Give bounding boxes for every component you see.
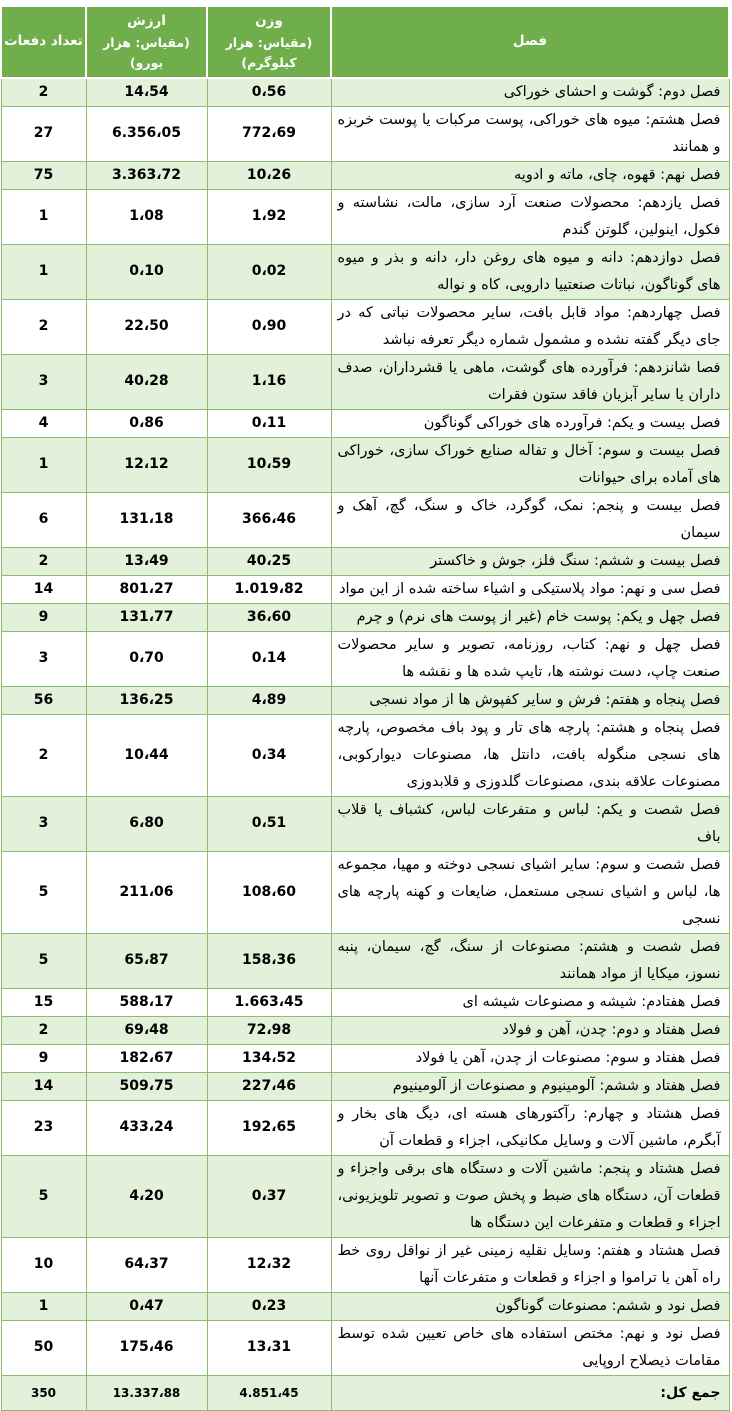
total-label: جمع کل:	[331, 1375, 729, 1410]
chapter-cell: فصل نود و ششم: مصنوعات گوناگون	[331, 1292, 729, 1320]
weight-cell: 192،65	[207, 1100, 331, 1155]
value-cell: 182،67	[86, 1044, 207, 1072]
count-cell: 14	[1, 1072, 86, 1100]
value-cell: 509،75	[86, 1072, 207, 1100]
chapter-cell: فصل بیست و سوم: آخال و تفاله صنایع خوراک سازی، خوراکی های آماده برای حیوانات	[331, 437, 729, 492]
count-cell: 2	[1, 547, 86, 575]
table-row	[1, 575, 729, 603]
value-cell: 6،80	[86, 796, 207, 851]
value-cell: 131،77	[86, 603, 207, 631]
weight-cell: 10،59	[207, 437, 331, 492]
table-row	[1, 796, 729, 851]
value-cell: 433،24	[86, 1100, 207, 1155]
chapter-cell: فصل بیست و پنجم: نمک، گوگرد، خاک و سنگ، گچ، آهک و سیمان	[331, 492, 729, 547]
count-cell: 3	[1, 796, 86, 851]
trade-table	[0, 5, 730, 1411]
column-header-weight-label: وزن	[255, 13, 283, 29]
chapter-cell: فصل پنجاه و هشتم: پارچه های تار و پود باف مخصوص، پارچه های نسجی منگوله بافت، دانتل ها، مصنوعات دیوارکوبی، مصنوعات علاقه بندی، مصنوعات گلدوزی و قلابدوزی	[331, 714, 729, 796]
chapter-cell: فصل هشتاد و چهارم: رآکتورهای هسته ای، دیگ های بخار و آبگرم، ماشین آلات و وسایل مکانیکی، اجزاء و قطعات آن	[331, 1100, 729, 1155]
value-cell: 3.363،72	[86, 161, 207, 189]
value-cell: 12،12	[86, 437, 207, 492]
column-header-chapter	[331, 6, 729, 78]
value-cell: 65،87	[86, 933, 207, 988]
value-cell: 22،50	[86, 299, 207, 354]
count-cell: 4	[1, 409, 86, 437]
column-header-value	[86, 6, 207, 78]
table-row	[1, 1320, 729, 1375]
chapter-cell: فصل چهل و نهم: کتاب، روزنامه، تصویر و سایر محصولات صنعت چاپ، دست نوشته ها، تایپ شده ها و نقشه ها	[331, 631, 729, 686]
table-row	[1, 686, 729, 714]
weight-cell: 0،34	[207, 714, 331, 796]
count-cell: 1	[1, 437, 86, 492]
count-cell: 6	[1, 492, 86, 547]
chapter-cell: فصل هفتاد و ششم: آلومینیوم و مصنوعات از آلومینیوم	[331, 1072, 729, 1100]
weight-cell: 4،89	[207, 686, 331, 714]
total-count-cell: 350	[1, 1375, 86, 1410]
count-cell: 1	[1, 189, 86, 244]
count-cell: 9	[1, 603, 86, 631]
weight-cell: 72،98	[207, 1016, 331, 1044]
column-header-weight-sublabel: (مقیاس: هزار کیلوگرم)	[225, 34, 313, 70]
weight-cell: 772،69	[207, 106, 331, 161]
value-cell: 588،17	[86, 988, 207, 1016]
chapter-cell: فصا شانزدهم: فرآورده های گوشت، ماهی یا قشرداران، صدف داران یا سایر آبزیان فاقد ستون فقرات	[331, 354, 729, 409]
value-cell: 211،06	[86, 851, 207, 933]
table-row	[1, 354, 729, 409]
chapter-cell: فصل هشتاد و هفتم: وسایل نقلیه زمینی غیر از نواقل روی خط راه آهن یا تراموا و اجزاء و قطعات و متفرعات آنها	[331, 1237, 729, 1292]
chapter-cell: فصل شصت و یکم: لباس و متفرعات لباس، کشباف یا قلاب باف	[331, 796, 729, 851]
count-cell: 2	[1, 1016, 86, 1044]
value-cell: 0،70	[86, 631, 207, 686]
chapter-cell: فصل پنجاه و هفتم: فرش و سایر کفپوش ها از مواد نسجی	[331, 686, 729, 714]
weight-cell: 134،52	[207, 1044, 331, 1072]
count-cell: 2	[1, 714, 86, 796]
count-cell: 75	[1, 161, 86, 189]
chapter-cell: فصل دوم: گوشت و احشای خوراکی	[331, 78, 729, 107]
column-header-count-label: تعداد دفعات	[4, 33, 83, 49]
total-value-cell: 13.337،88	[86, 1375, 207, 1410]
table-body	[1, 78, 729, 1376]
chapter-cell: فصل هشتم: میوه های خوراکی، پوست مرکبات یا پوست خربزه و همانند	[331, 106, 729, 161]
chapter-cell: فصل نود و نهم: مختص استفاده های خاص تعیین شده توسط مقامات ذیصلاح اروپایی	[331, 1320, 729, 1375]
weight-cell: 366،46	[207, 492, 331, 547]
count-cell: 9	[1, 1044, 86, 1072]
weight-cell: 0،23	[207, 1292, 331, 1320]
weight-cell: 0،90	[207, 299, 331, 354]
count-cell: 27	[1, 106, 86, 161]
value-cell: 131،18	[86, 492, 207, 547]
column-header-value-sublabel: (مقیاس: هزار یورو)	[103, 34, 190, 70]
value-cell: 69،48	[86, 1016, 207, 1044]
value-cell: 10،44	[86, 714, 207, 796]
column-header-count	[1, 6, 86, 78]
table-row	[1, 547, 729, 575]
table-row	[1, 603, 729, 631]
count-cell: 15	[1, 988, 86, 1016]
chapter-cell: فصل نهم: قهوه، چای، ماته و ادویه	[331, 161, 729, 189]
chapter-cell: فصل چهل و یکم: پوست خام (غیر از پوست های نرم) و چرم	[331, 603, 729, 631]
count-cell: 56	[1, 686, 86, 714]
weight-cell: 1،16	[207, 354, 331, 409]
weight-cell: 227،46	[207, 1072, 331, 1100]
count-cell: 3	[1, 631, 86, 686]
value-cell: 136،25	[86, 686, 207, 714]
chapter-cell: فصل هشتاد و پنجم: ماشین آلات و دستگاه های برقی واجزاء و قطعات آن، دستگاه های ضبط و پخش صوت و تصویر تلویزیونی، اجزاء و قطعات و متفرعات این دستگاه ها	[331, 1155, 729, 1237]
table-row	[1, 631, 729, 686]
value-cell: 13،49	[86, 547, 207, 575]
column-header-chapter-label: فصل	[512, 33, 548, 49]
count-cell: 2	[1, 78, 86, 107]
chapter-cell: فصل شصت و هشتم: مصنوعات از سنگ، گچ، سیمان، پنبه نسوز، میکایا از مواد همانند	[331, 933, 729, 988]
total-row	[1, 1375, 729, 1410]
table-row	[1, 437, 729, 492]
table-row	[1, 933, 729, 988]
chapter-cell: فصل هفتادم: شیشه و مصنوعات شیشه ای	[331, 988, 729, 1016]
weight-cell: 0،02	[207, 244, 331, 299]
value-cell: 1،08	[86, 189, 207, 244]
weight-cell: 108،60	[207, 851, 331, 933]
chapter-cell: فصل هفتاد و سوم: مصنوعات از چدن، آهن یا فولاد	[331, 1044, 729, 1072]
table-row	[1, 1016, 729, 1044]
table-row	[1, 988, 729, 1016]
table-row	[1, 299, 729, 354]
chapter-cell: فصل سی و نهم: مواد پلاستیکی و اشیاء ساخته شده از این مواد	[331, 575, 729, 603]
table-row	[1, 244, 729, 299]
total-weight-cell: 4.851،45	[207, 1375, 331, 1410]
weight-cell: 12،32	[207, 1237, 331, 1292]
table-row	[1, 1044, 729, 1072]
table-row	[1, 1072, 729, 1100]
weight-cell: 13،31	[207, 1320, 331, 1375]
weight-cell: 158،36	[207, 933, 331, 988]
value-cell: 175،46	[86, 1320, 207, 1375]
weight-cell: 0،11	[207, 409, 331, 437]
weight-cell: 0،56	[207, 78, 331, 107]
header-row	[1, 6, 729, 78]
value-cell: 14،54	[86, 78, 207, 107]
table-row	[1, 714, 729, 796]
count-cell: 5	[1, 1155, 86, 1237]
column-header-value-label: ارزش	[127, 13, 166, 29]
column-header-weight	[207, 6, 331, 78]
weight-cell: 1.019،82	[207, 575, 331, 603]
weight-cell: 0،51	[207, 796, 331, 851]
weight-cell: 1.663،45	[207, 988, 331, 1016]
count-cell: 14	[1, 575, 86, 603]
value-cell: 6.356،05	[86, 106, 207, 161]
value-cell: 0،86	[86, 409, 207, 437]
table-row	[1, 189, 729, 244]
count-cell: 23	[1, 1100, 86, 1155]
table-row	[1, 161, 729, 189]
chapter-cell: فصل چهاردهم: مواد قابل بافت، سایر محصولات نباتی که در جای دیگر گفته نشده و مشمول شماره دیگر تعرفه نباشد	[331, 299, 729, 354]
value-cell: 64،37	[86, 1237, 207, 1292]
value-cell: 4،20	[86, 1155, 207, 1237]
chapter-cell: فصل شصت و سوم: سایر اشیای نسجی دوخته و مهیا، مجموعه ها، لباس و اشیای نسجی مستعمل، ضایعات و کهنه پارچه های نسجی	[331, 851, 729, 933]
count-cell: 2	[1, 299, 86, 354]
value-cell: 0،47	[86, 1292, 207, 1320]
table-row	[1, 1155, 729, 1237]
count-cell: 5	[1, 933, 86, 988]
table-row	[1, 409, 729, 437]
table-row	[1, 1292, 729, 1320]
value-cell: 801،27	[86, 575, 207, 603]
count-cell: 5	[1, 851, 86, 933]
count-cell: 1	[1, 244, 86, 299]
weight-cell: 36،60	[207, 603, 331, 631]
table-row	[1, 78, 729, 107]
chapter-cell: فصل دوازدهم: دانه و میوه های روغن دار، دانه و بذر و میوه های گوناگون، نباتات صنعتییا دارویی، کاه و نواله	[331, 244, 729, 299]
count-cell: 1	[1, 1292, 86, 1320]
weight-cell: 0،37	[207, 1155, 331, 1237]
weight-cell: 10،26	[207, 161, 331, 189]
table-row	[1, 106, 729, 161]
count-cell: 3	[1, 354, 86, 409]
table-row	[1, 1237, 729, 1292]
table-row	[1, 492, 729, 547]
chapter-cell: فصل هفتاد و دوم: چدن، آهن و فولاد	[331, 1016, 729, 1044]
chapter-cell: فصل بیست و یکم: فرآورده های خوراکی گوناگون	[331, 409, 729, 437]
value-cell: 40،28	[86, 354, 207, 409]
weight-cell: 40،25	[207, 547, 331, 575]
count-cell: 10	[1, 1237, 86, 1292]
chapter-cell: فصل بیست و ششم: سنگ فلز، جوش و خاکستر	[331, 547, 729, 575]
weight-cell: 1،92	[207, 189, 331, 244]
value-cell: 0،10	[86, 244, 207, 299]
count-cell: 50	[1, 1320, 86, 1375]
chapter-cell: فصل یازدهم: محصولات صنعت آرد سازی، مالت، نشاسته و فکول، اینولین، گلوتن گندم	[331, 189, 729, 244]
weight-cell: 0،14	[207, 631, 331, 686]
table-row	[1, 851, 729, 933]
table-row	[1, 1100, 729, 1155]
